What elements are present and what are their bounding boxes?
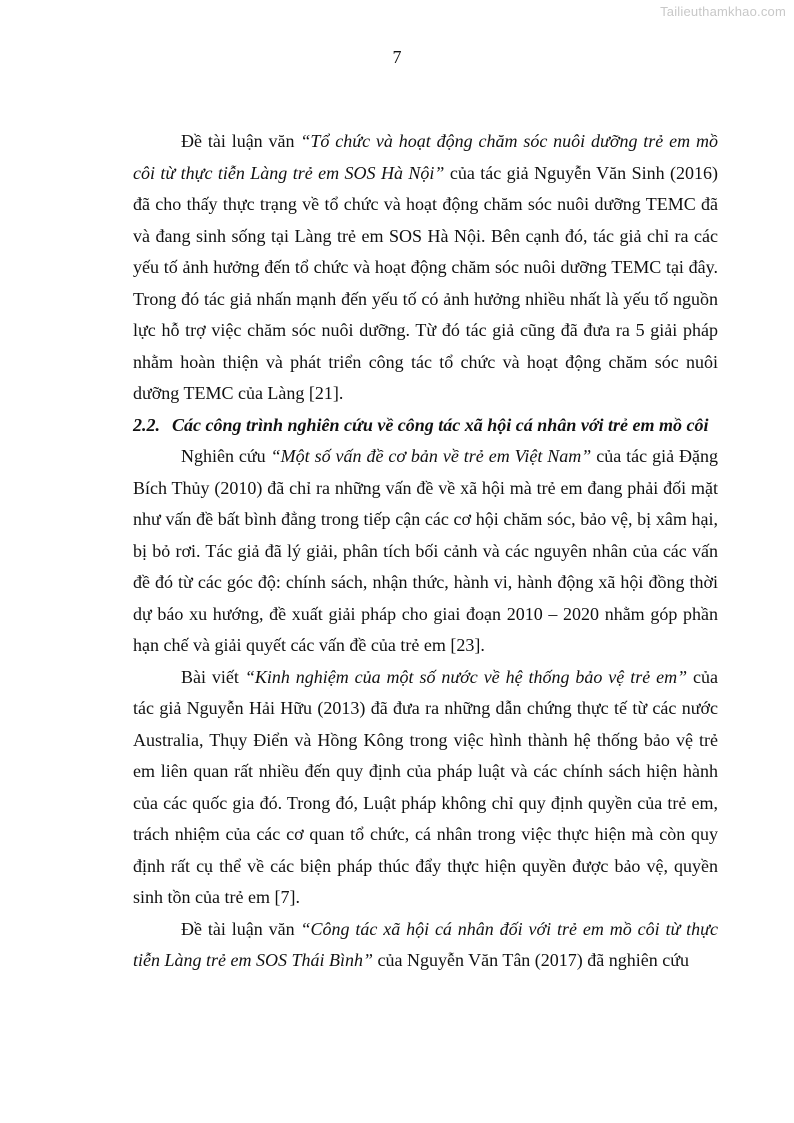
paragraph-3-body: của tác giả Nguyễn Hải Hữu (2013) đã đưa ra những dẫn chứng thực tế từ các nước Australia, Thụy Điển và Hồng Kông trong việc hình thành hệ thống bảo vệ trẻ em liên quan rất nhiều đến quy định của pháp luật và các chính sách hiện hành của các quốc gia đó. Trong đó, Luật pháp không chỉ quy định quyền của trẻ em, trách nhiệm của các cơ quan tổ chức, cá nhân trong việc thực hiện mà còn quy định rất cụ thể về các biện pháp thúc đẩy thực hiện quyền được bảo vệ, quyền sinh tồn của trẻ em [7]. bbox=[133, 666, 718, 907]
watermark: Tailieuthamkhao.com bbox=[660, 4, 786, 19]
paragraph-1-body: của tác giả Nguyễn Văn Sinh (2016) đã cho thấy thực trạng về tổ chức và hoạt động chăm sóc nuôi dưỡng TEMC đã và đang sinh sống tại Làng trẻ em SOS Hà Nội. Bên cạnh đó, tác giả chỉ ra các yếu tố ảnh hưởng đến tổ chức và hoạt động chăm sóc nuôi dưỡng TEMC tại đây. Trong đó tác giả nhấn mạnh đến yếu tố có ảnh hưởng nhiều nhất là yếu tố nguồn lực hỗ trợ việc chăm sóc nuôi dưỡng. Từ đó tác giả cũng đã đưa ra 5 giải pháp nhằm hoàn thiện và phát triển công tác tổ chức và hoạt động chăm sóc nuôi dưỡng TEMC của Làng [21]. bbox=[133, 162, 718, 403]
paragraph-2-body: của tác giả Đặng Bích Thủy (2010) đã chỉ ra những vấn đề về xã hội mà trẻ em đang phải đối mặt như vấn đề bất bình đẳng trong tiếp cận các cơ hội chăm sóc, bảo vệ, bị xâm hại, bị bỏ rơi. Tác giả đã lý giải, phân tích bối cảnh và các nguyên nhân của các vấn đề đó từ các góc độ: chính sách, nhận thức, hành vi, hành động xã hội đồng thời dự báo xu hướng, đề xuất giải pháp cho giai đoạn 2010 – 2020 nhằm góp phần hạn chế và giải quyết các vấn đề của trẻ em [23]. bbox=[133, 446, 718, 655]
paragraph-4 bbox=[133, 914, 718, 977]
paragraph-3-title: “Kinh nghiệm của một số nước về hệ thống bảo vệ trẻ em” bbox=[244, 666, 688, 687]
paragraph-2-intro: Nghiên cứu bbox=[181, 446, 271, 466]
paragraph-4-intro: Đề tài luận văn bbox=[181, 918, 301, 939]
paragraph-3 bbox=[133, 662, 718, 914]
section-title: Các công trình nghiên cứu về công tác xã hội cá nhân với trẻ em mồ côi bbox=[172, 414, 709, 435]
paragraph-1-intro: Đề tài luận văn bbox=[181, 131, 301, 151]
section-number: 2.2. bbox=[133, 414, 160, 435]
paragraph-1-title: “Tổ chức và hoạt động chăm sóc nuôi dưỡng trẻ em mồ côi từ thực tiễn Làng trẻ em SOS Hà Nội” bbox=[133, 131, 718, 183]
page-number: 7 bbox=[392, 47, 402, 67]
paragraph-4-title: “Công tác xã hội cá nhân đối với trẻ em mồ côi từ thực tiễn Làng trẻ em SOS Thái Bình” bbox=[133, 918, 718, 970]
paragraph-3-intro: Bài viết bbox=[181, 666, 245, 687]
paragraph-2 bbox=[133, 441, 718, 662]
paragraph-2-title: “Một số vấn đề cơ bản về trẻ em Việt Nam” bbox=[270, 446, 592, 466]
section-heading bbox=[133, 410, 718, 442]
paragraph-1 bbox=[133, 126, 718, 410]
paragraph-4-body: của Nguyễn Văn Tân (2017) đã nghiên cứu bbox=[373, 950, 690, 970]
document-body bbox=[133, 126, 718, 977]
